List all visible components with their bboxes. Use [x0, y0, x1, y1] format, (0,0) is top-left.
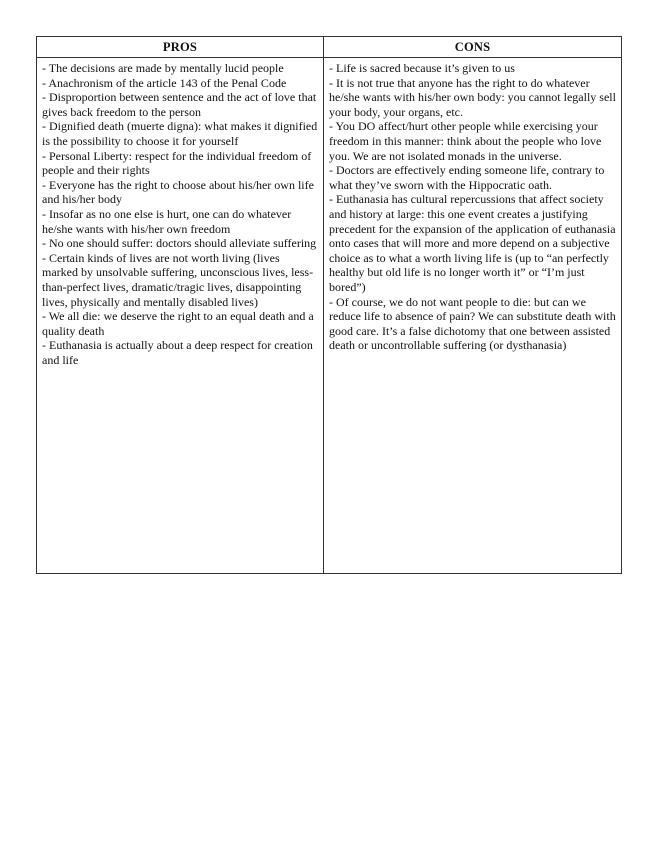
cons-item: - You DO affect/hurt other people while exercising your freedom in this manner: think about the people who love you. We are not isolated monads in the universe.: [329, 119, 602, 163]
pros-item: - Everyone has the right to choose about his/her own life and his/her body: [42, 177, 314, 207]
pros-item: - Insofar as no one else is hurt, one can do whatever he/she wants with his/her own freedom: [42, 206, 292, 236]
table-header-row: [37, 37, 622, 58]
pros-list: [42, 61, 318, 367]
cons-item: - Of course, we do not want people to die: but can we reduce life to absence of pain? We can substitute death with good care. It’s a false dichotomy that one between assisted death or uncontrollable suffering (or dysthanasia): [329, 294, 616, 353]
pros-cons-table: [36, 36, 622, 574]
table-row: [37, 58, 622, 574]
pros-item: - The decisions are made by mentally lucid people: [42, 61, 284, 75]
cons-item: - It is not true that anyone has the right to do whatever he/she wants with his/her own body: you cannot legally sell your body, your organs, etc.: [329, 75, 616, 119]
pros-item: - Disproportion between sentence and the act of love that gives back freedom to the person: [42, 90, 317, 119]
pros-item: - No one should suffer: doctors should alleviate suffering: [42, 236, 317, 251]
pros-item: - We all die: we deserve the right to an equal death and a quality death: [42, 309, 314, 338]
pros-cell: [37, 58, 324, 574]
pros-item: - Euthanasia is actually about a deep respect for creation and life: [42, 338, 313, 367]
pros-item: - Dignified death (muerte digna): what makes it dignified is the possibility to choose it for yourself: [42, 119, 318, 148]
pros-header: PROS: [37, 37, 324, 58]
cons-list: [329, 61, 616, 353]
cons-item: - Doctors are effectively ending someone life, contrary to what they’ve sworn with the Hippocratic oath.: [329, 163, 605, 192]
pros-item: - Personal Liberty: respect for the individual freedom of people and their rights: [42, 148, 312, 178]
cons-header: CONS: [324, 37, 622, 58]
cons-item: - Life is sacred because it’s given to us: [329, 61, 515, 75]
cons-item: - Euthanasia has cultural repercussions that affect society and history at large: this one event creates a justifying precedent for the expansion of the application of euthanasia onto cases that will more and more depend on a subjective choice as to what a worth living life is (up to “an perfectly healthy but old life is no longer worth it” or “I’m just bored”): [329, 192, 616, 294]
pros-item: - Anachronism of the article 143 of the Penal Code: [42, 75, 287, 90]
cons-cell: [324, 58, 622, 574]
pros-item: - Certain kinds of lives are not worth living (lives marked by unsolvable suffering, unconscious lives, less-than-perfect lives, dramatic/tragic lives, disappointing lives, physically and mentally disabled lives): [42, 250, 314, 309]
